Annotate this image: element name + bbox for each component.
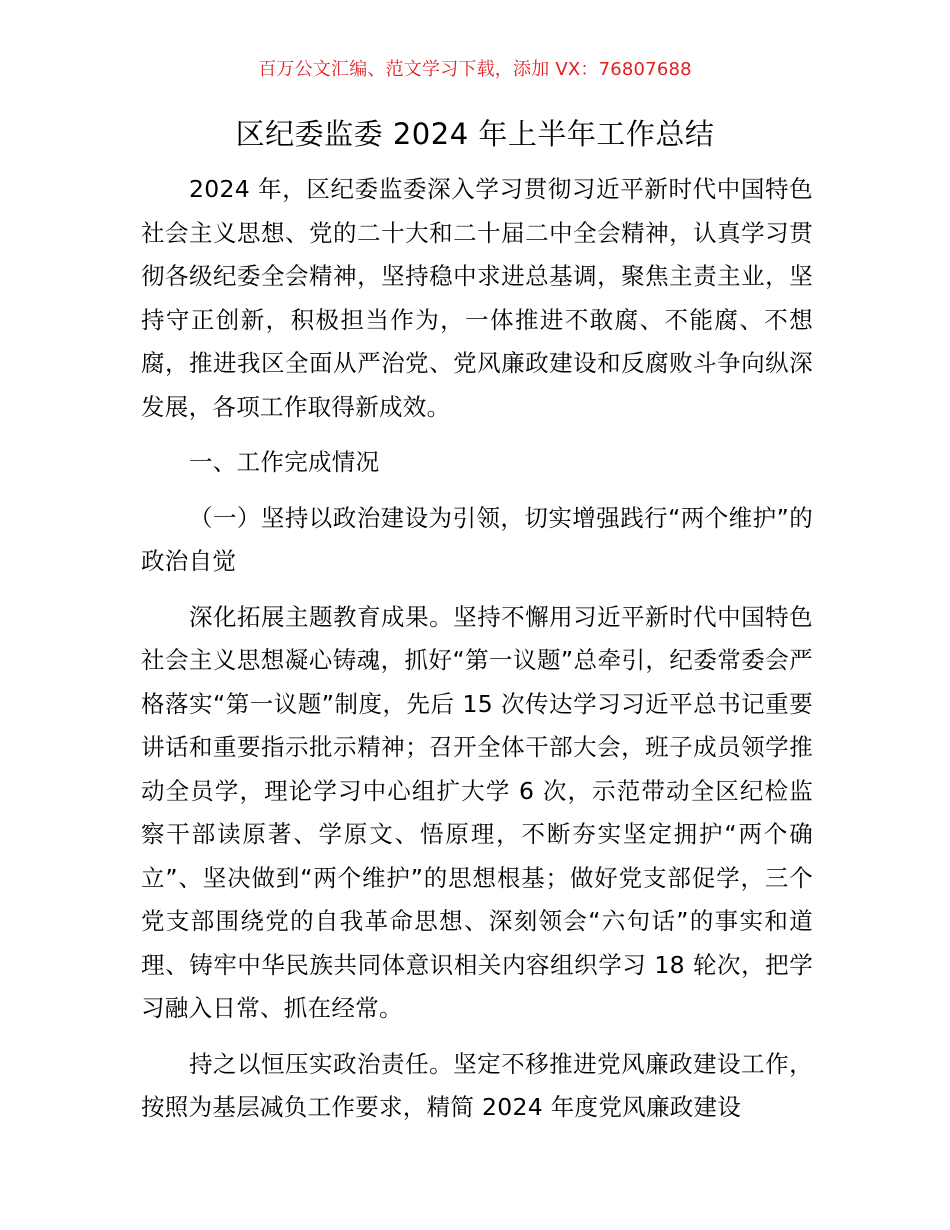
document-title: 区纪委监委 2024 年上半年工作总结 — [235, 117, 715, 151]
promo-banner: 百万公文汇编、范文学习下载，添加 VX：76807688 — [258, 59, 692, 80]
document-body — [141, 168, 813, 1130]
section-heading: 一、工作完成情况 — [189, 448, 380, 476]
body-paragraph: 深化拓展主题教育成果。坚持不懈用习近平新时代中国特色社会主义思想凝心铸魂，抓好“第一议题”总牵引，纪委常委会严格落实“第一议题”制度，先后 15 次传达学习习近平总书记重要讲话和重要指示批示精神；召开全体干部大会，班子成员领学推动全员学，理论学习中心组扩大学 6 次，示范带动全区纪检监察干部读原著、学原文、悟原理，不断夯实坚定拥护“两个确立”、坚决做到“两个维护”的思想根基；做好党支部促学，三个党支部围绕党的自我革命思想、深刻领会“六句话”的事实和道理、铸牢中华民族共同体意识相关内容组织学习 18 轮次，把学习融入日常、抓在经常。 — [141, 602, 813, 1022]
subsection-heading: （一）坚持以政治建设为引领，切实增强践行“两个维护”的政治自觉 — [141, 503, 813, 575]
body-paragraph: 持之以恒压实政治责任。坚定不移推进党风廉政建设工作，按照为基层减负工作要求，精简 2024 年度党风廉政建设 — [141, 1049, 813, 1121]
intro-paragraph: 2024 年，区纪委监委深入学习贯彻习近平新时代中国特色社会主义思想、党的二十大和二十届二中全会精神，认真学习贯彻各级纪委全会精神，坚持稳中求进总基调，聚焦主责主业，坚持守正创新，积极担当作为，一体推进不敢腐、不能腐、不想腐，推进我区全面从严治党、党风廉政建设和反腐败斗争向纵深发展，各项工作取得新成效。 — [141, 175, 813, 421]
